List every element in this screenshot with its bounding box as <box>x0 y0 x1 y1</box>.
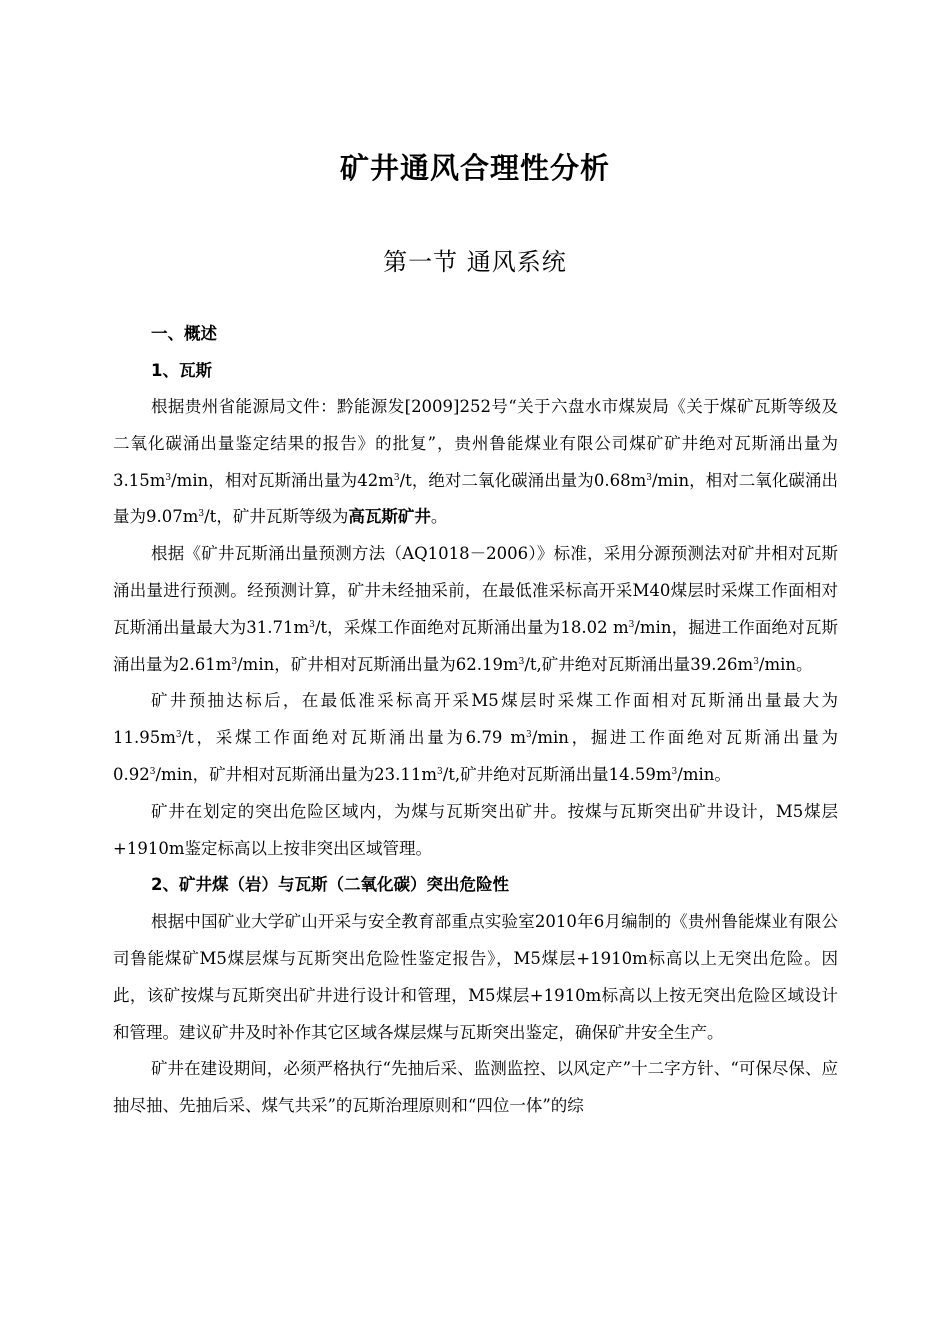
heading-outburst-risk: 2、矿井煤（岩）与瓦斯（二氧化碳）突出危险性 <box>151 875 509 895</box>
body-text <box>113 389 838 1125</box>
document-title: 矿井通风合理性分析 <box>339 151 610 185</box>
paragraph-gas-forecast: 根据《矿井瓦斯涌出量预测方法（AQ1018－2006）》标准，采用分源预测法对矿井相对瓦斯涌出量进行预测。经预测计算，矿井未经抽采前，在最低准采标高开采M40煤层时采煤工作面相对瓦斯涌出量最大为$31.71m^3/t$，采煤工作面绝对瓦斯涌出量为18.02 $m^3/\min$，掘进工作面绝对瓦斯涌出量为$2.61m^3/\min$，矿井相对瓦斯涌出量为$62.19m^3/t$,矿井绝对瓦斯涌出量$39.26m^3/\min$。 <box>113 544 838 674</box>
heading-overview: 一、概述 <box>151 324 217 343</box>
gas-level-highlight: 高瓦斯矿井 <box>348 507 431 527</box>
paragraph-construction-policy: 矿井在建设期间，必须严格执行“先抽后采、监测监控、以风定产”十二字方针、“可保尽保、应抽尽抽、先抽后采、煤气共采”的瓦斯治理原则和“四位一体”的综 <box>113 1059 838 1116</box>
paragraph-outburst-zone: 矿井在划定的突出危险区域内，为煤与瓦斯突出矿井。按煤与瓦斯突出矿井设计，M5煤层+1910m鉴定标高以上按非突出区域管理。 <box>113 801 838 858</box>
paragraph-outburst-report: 根据中国矿业大学矿山开采与安全教育部重点实验室2010年6月编制的《贵州鲁能煤业有限公司鲁能煤矿M5煤层煤与瓦斯突出危险性鉴定报告》，M5煤层+1910m标高以上无突出危险。因此，该矿按煤与瓦斯突出矿井进行设计和管理，M5煤层+1910m标高以上按无突出危险区域设计和管理。建议矿井及时补作其它区域各煤层煤与瓦斯突出鉴定，确保矿井安全生产。 <box>113 912 838 1042</box>
paragraph-gas-rating: 根据贵州省能源局文件：黔能源发[2009]252号“关于六盘水市煤炭局《关于煤矿瓦斯等级及二氧化碳涌出量鉴定结果的报告》的批复”，贵州鲁能煤业有限公司煤矿矿井绝对瓦斯涌出量为$3.15m^3/\min$，相对瓦斯涌出量为$42m^3/t$，绝对二氧化碳涌出量为$0.68m^3/\min$，相对二氧化碳涌出量为$9.07m^3/t$，矿井瓦斯等级为高瓦斯矿井。 <box>113 397 838 527</box>
section-title: 第一节 通风系统 <box>383 248 567 276</box>
heading-gas: 1、瓦斯 <box>151 361 212 380</box>
paragraph-after-drainage: 矿井预抽达标后，在最低准采标高开采M5煤层时采煤工作面相对瓦斯涌出量最大为$11.95m^3/t$，采煤工作面绝对瓦斯涌出量为6.79 $m^3/\min$，掘进工作面绝对瓦斯涌出量为0.92$^3$/min，矿井相对瓦斯涌出量为$23.11m^3/t$,矿井绝对瓦斯涌出量$14.59m^3/\min$。 <box>113 691 839 784</box>
